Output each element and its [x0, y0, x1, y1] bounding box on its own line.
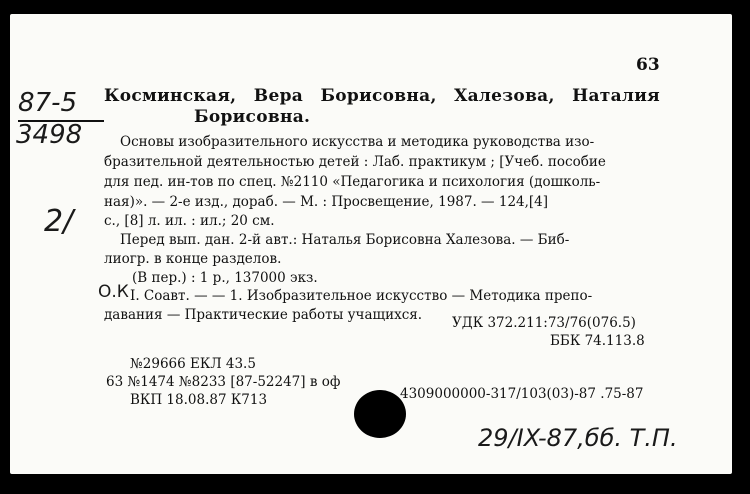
body-line: лиогр. в конце разделов. — [104, 251, 282, 267]
punch-hole — [354, 390, 406, 438]
isbn-code: 4309000000-317/103(03)-87 .75-87 — [400, 386, 644, 402]
body-line: (В пер.) : 1 р., 137000 экз. — [132, 270, 318, 286]
footer-line: №29666 ЕКЛ 43.5 — [130, 356, 256, 372]
handwritten-shelf-top: 87-5 — [18, 88, 78, 118]
body-line: ная)». — 2-е изд., дораб. — М. : Просвещение, 1987. — 124,[4] — [104, 194, 549, 210]
body-line: I. Соавт. — — 1. Изобразительное искусство — Методика препо- — [130, 288, 593, 304]
handwritten-shelf-bottom: 3498 — [16, 120, 83, 150]
handwritten-ok: О.К — [98, 282, 129, 302]
footer-line: ВКП 18.08.87 К713 — [130, 392, 268, 408]
handwritten-footer: 29/IX-87,бб. Т.П. — [478, 424, 678, 452]
footer-line: 63 №1474 №8233 [87-52247] в оф — [106, 374, 341, 390]
page-number: 63 — [636, 55, 660, 75]
body-line: для пед. ин-тов по спец. №2110 «Педагогика и психология (дошколь- — [104, 174, 601, 190]
body-line: Перед вып. дан. 2-й авт.: Наталья Борисовна Халезова. — Биб- — [120, 232, 570, 248]
body-line: бразительной деятельностью детей : Лаб. практикум ; [Учеб. пособие — [104, 154, 606, 170]
author-line-1: Косминская, Вера Борисовна, Халезова, Наталия — [104, 86, 660, 106]
body-line: Основы изобразительного искусства и методика руководства изо- — [120, 134, 595, 150]
udk-code: УДК 372.211:73/76(076.5) — [452, 315, 636, 331]
catalog-card — [10, 14, 732, 474]
body-line: с., [8] л. ил. : ил.; 20 см. — [104, 213, 275, 229]
body-line: давания — Практические работы учащихся. — [104, 307, 423, 323]
bbk-code: ББК 74.113.8 — [550, 333, 645, 349]
handwritten-mark: 2/ — [44, 204, 74, 239]
author-line-2: Борисовна. — [194, 107, 311, 127]
